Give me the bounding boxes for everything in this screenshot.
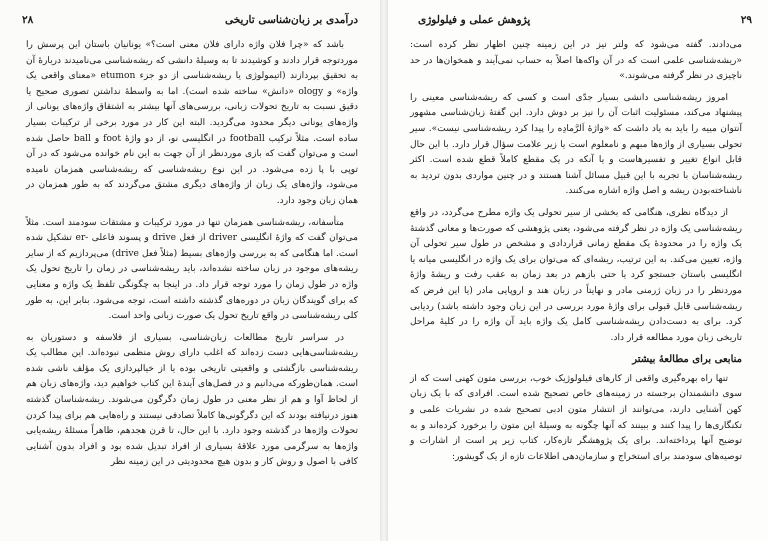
left-page: [0, 0, 380, 541]
left-page-number: ۲۸: [22, 14, 34, 26]
right-page-number: ۲۹: [740, 14, 752, 26]
paragraph: امروز ریشه‌شناسی دانشی بسیار جدّی است و کسی که ریشه‌شناسی معینی را پیشنهاد می‌کند، مسئولیت اثبات آن را نیز بر دوش دارد. این گفتهٔ زبان‌شناسی مشهور آنتوان مییه را باید به یاد داشت که «واژهٔ اَلرَّمادِه را پیدا کرد ریشه‌شناسی نیست». سیر تحولی بسیاری از واژه‌ها مبهم و نامعلوم است یا زیر علامت سؤال قرار دارد. با این حال قابل انواع تغییر و تفسیرهاست و یا آنکه در یک مقطع کاملاً قطع شده است. اکثر ریشه‌شناسان با تجربه با این قبیل مسائل آشنا هستند و در چنین مواردی بدون تردید به ناشناخته‌بودن ریشه و اصل واژه اشاره می‌کنند.: [410, 92, 742, 197]
right-page-body: [410, 38, 742, 471]
right-page-header-title: پژوهش عملی و فیلولوژی: [418, 14, 531, 26]
paragraph: می‌دادند. گفته می‌شود که ولتر نیز در این زمینه چنین اظهار نظر کرده است: «ریشه‌شناسی علمی است که در آن واکه‌ها اصلاً به حساب نمی‌آیند و همخوان‌ها در حد ناچیزی در نظر گرفته می‌شوند.»: [410, 40, 742, 82]
book-gutter: [380, 0, 388, 541]
left-page-body: [26, 38, 358, 477]
section-heading: منابعی برای مطالعهٔ بیشتر: [632, 354, 742, 366]
right-page: [388, 0, 768, 541]
paragraph: متأسفانه، ریشه‌شناسی همزمان تنها در مورد ترکیبات و مشتقات سودمند است. مثلاً می‌توان گفت که واژهٔ انگلیسی driver از فعل drive و پسوند فاعلی -er تشکیل شده است. اما هنگامی که به بررسی واژه‌های بسیط (مثلاً فعل drive) می‌پردازیم که از سایر ریشه‌های موجود در زبان ساخته نشده‌اند، باید ریشه‌شناسی در زمان را تاریخ تحول یک واژه در طول زمان را مورد توجه قرار داد. در اینجا به چگونگی تلفظ یک واژه و معنایی که برای گویندگان زبان در دوره‌های گذشته داشته است، توجه می‌شود. بنابر این، به طور کلی ریشه‌شناسی در واقع تاریخ تحول یک صورت زبانی واحد است.: [26, 217, 358, 322]
paragraph: از دیدگاه نظری، هنگامی که بخشی از سیر تحولی یک واژه مطرح می‌گردد، در واقع ریشه‌شناسی یک واژه در نظر گرفته می‌شود، یعنی پژوهشی که صورت‌ها و معانی گذشتهٔ یک واژه را در محدودهٔ یک مقطع زمانی قراردادی و مشخص در طول سیر تحولی آن واژه، تعیین می‌کند. به این ترتیب، ریشه‌ای که می‌توان برای یک واژه در انگلیسی میانه یا انگلیسی باستان جستجو کرد یا حتی بازهم در بعد زمان به عقب رفت و ریشهٔ واژهٔ موردنظر را در زبان ژرمنی مادر و نهایتاً در زبان هند و اروپایی مادر (یا این فرض که ریشه‌شناسی قابل قبولی برای واژهٔ مورد بررسی در این زبان وجود داشته باشد) ردیابی کرد. برای به دست‌دادن ریشه‌شناسی کامل یک واژه باید آن واژه را در کلیهٔ مراحل تاریخی زبان مورد مطالعه قرار داد.: [410, 207, 742, 343]
paragraph: در سراسر تاریخ مطالعات زبان‌شناسی، بسیاری از فلاسفه و دستوریان به ریشه‌شناسی‌هایی دست زده‌اند که اغلب دارای روش منظمی نبوده‌اند. این مطالب یک ریشه‌شناسی بازگشتی و واقعیتی تاریخی بوده یا از خیالپردازی یک مؤلف ناشی شده است. همان‌طورکه می‌دانیم و در فصل‌های آیندهٔ این کتاب خواهیم دید، واژه‌های زبان هم از لحاظ آوا و هم از نظر معنی در طول زمان دگرگون می‌شوند. ریشه‌شناسان گذشته هنوز درنیافته بودند که این دگرگونی‌ها کاملاً تصادفی نیستند و راه‌هایی هم برای پیدا کردن تحولات واژه‌ها در گذشته وجود دارد. با این حال، تا قرن هجدهم، ظاهراً مسئلهٔ ریشه‌یابی واژه‌ها به سرگرمی مورد علاقهٔ بسیاری از افراد تبدیل شده بود و افراد بدون آشنایی کافی با اصول و روش کار و بدون هیچ محدودیتی در این زمینه نظر: [26, 332, 358, 468]
paragraph: باشد که «چرا فلان واژه دارای فلان معنی است؟» یونانیان باستان این پرسش را موردتوجه قرار دادند و کوشیدند تا به وسیلهٔ دانشی که ریشه‌شناسی می‌نامیدند دربارهٔ آن به تحقیق بپردازند (اتیمولوژی یا ریشه‌شناسی از دو جزء etumon «معنای واقعی یک واژه» و ology «دانش» ساخته شده است). اما به واسطهٔ نداشتن تصوری صحیح یا دقیق نسبت به تاریخ تحولات زبانی، بررسی‌های آنها بیشتر به اشتقاق واژه‌های یونانی از واژه‌های یونانی دیگر محدود می‌گردید. البته این کار در مورد برخی از ترکیبات بسیار ساده است. مثلاً ترکیب football در انگلیسی نو، از دو واژهٔ foot و ball حاصل شده است و می‌توان گفت که بازی موردنظر از آن جهت به این نام خوانده می‌شود که در آن توپی با پا زده می‌شود. در این نوع ریشه‌شناسی که ریشه‌شناسی همزمان نامیده می‌شود، واژه‌های یک زبان از واژه‌های دیگری مشتق می‌گردند که به طور همزمان در همان زبان وجود دارد.: [26, 40, 359, 206]
paragraph: تنها راه بهره‌گیری واقعی از کارهای فیلولوژیک خوب، بررسی متون کهنی است که از سوی دانشمندان برجسته در زمینه‌های خاص تصحیح شده است. افرادی که با یک زبان کهن آشنایی دارند، می‌توانند از انتشار متون ادبی تصحیح شده در نشریات علمی و تکنگاری‌ها را پیدا کنند و ببینند که آنها چگونه به وسیلهٔ این متون را برخورد کرده‌اند و به توضیح آنها پرداخته‌اند. برای یک پژوهشگر تازه‌کار، کتاب زیر پر است از اشارات و توصیه‌های سودمند برای استخراج و سازمان‌دهی اطلاعات تازه از یک گویشور:: [410, 373, 742, 462]
left-page-header-title: درآمدی بر زبان‌شناسی تاریخی: [225, 14, 358, 26]
